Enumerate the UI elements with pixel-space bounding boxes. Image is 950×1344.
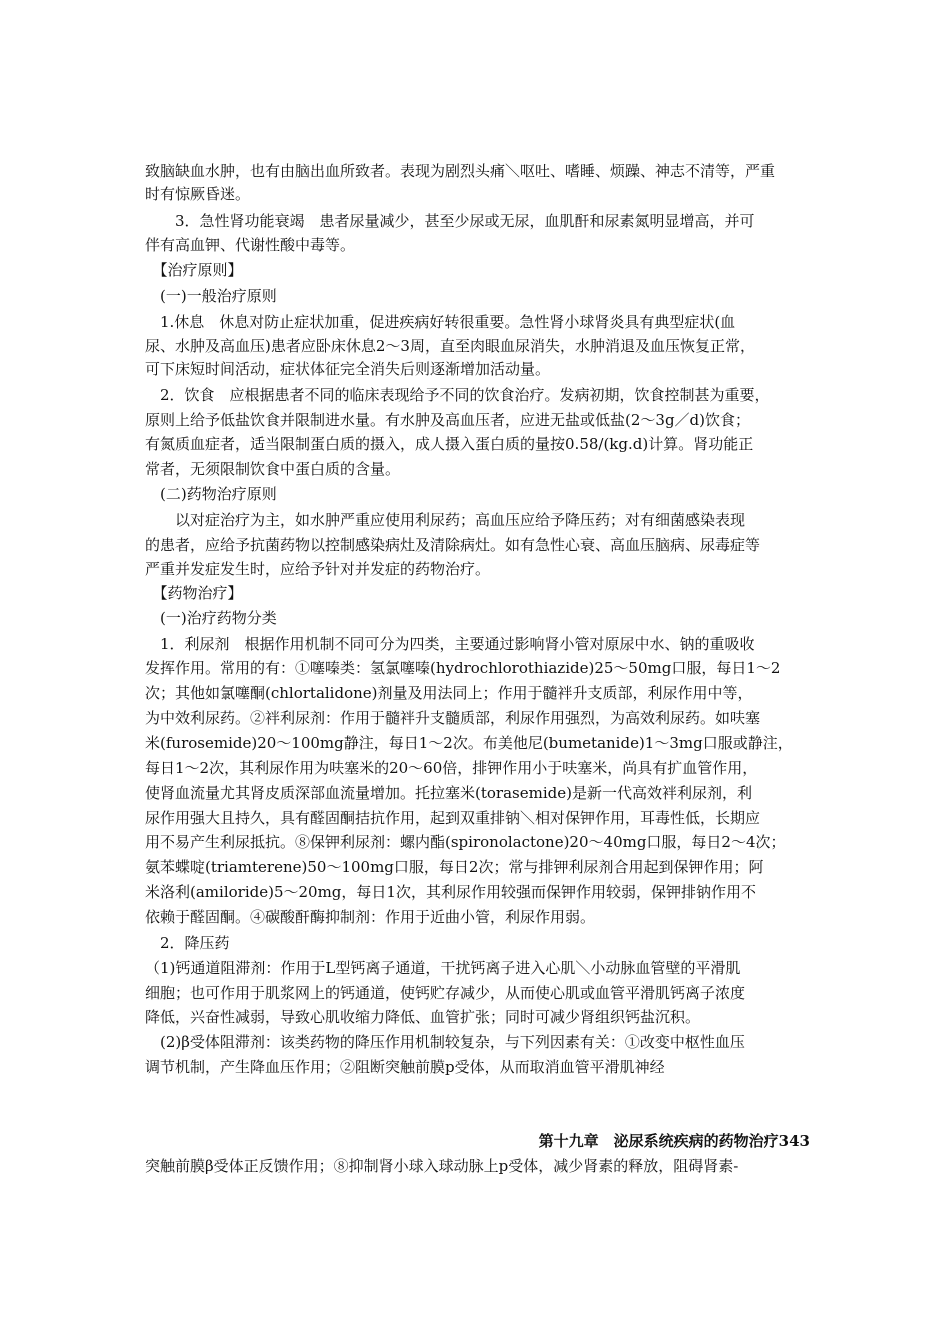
subsection-heading: (二)药物治疗原则 (145, 485, 277, 503)
text-line: 调节机制，产生降血压作用；②阻断突触前膜p受体，从而取消血管平滑肌神经 (145, 1058, 665, 1076)
subsection-heading: (一)一般治疗原则 (145, 287, 277, 305)
text-line: 有氮质血症者，适当限制蛋白质的摄入，成人摄入蛋白质的量按0.58/(kg.d)计算。肾功能正 (145, 435, 754, 453)
continued-text-line: 突触前膜β受体正反馈作用；⑧抑制肾小球入球动脉上p受体，减少肾素的释放，阻碍肾素- (145, 1157, 739, 1175)
text-line: 时有惊厥昏迷。 (145, 185, 251, 203)
text-line: 致脑缺血水肿，也有由脑出血所致者。表现为剧烈头痛＼呕吐、嗜睡、烦躁、神志不清等，严重 (145, 162, 776, 180)
text-line: (2)β受体阻滞剂：该类药物的降压作用机制较复杂，与下列因素有关：①改变中枢性血压 (145, 1033, 745, 1051)
text-line: 用不易产生利尿抵抗。⑧保钾利尿剂：螺内酯(spironolactone)20～40mg口服，每日2～4次； (145, 833, 786, 851)
text-line: 细胞；也可作用于肌浆网上的钙通道，使钙贮存减少，从而使心肌或血管平滑肌钙离子浓度 (145, 984, 746, 1002)
text-line: 米(furosemide)20～100mg静注，每日1～2次。布美他尼(bumetanide)1～3mg口服或静注， (145, 734, 793, 752)
text-line: 1.休息 休息对防止症状加重，促进疾病好转很重要。急性肾小球肾炎具有典型症状(血 (145, 313, 736, 331)
text-line: 原则上给予低盐饮食并限制进水量。有水肿及高血压者，应进无盐或低盐(2～3g／d)饮食； (145, 411, 750, 429)
text-line: 2．饮食 应根据患者不同的临床表现给予不同的饮食治疗。发病初期，饮食控制甚为重要， (145, 386, 770, 404)
text-line: 可下床短时间活动，症状体征完全消失后则逐渐增加活动量。 (145, 360, 551, 378)
text-line: 米洛利(amiloride)5～20mg，每日1次，其利尿作用较强而保钾作用较弱，保钾排钠作用不 (145, 883, 756, 901)
text-line: 依赖于醛固酮。④碳酸酐酶抑制剂：作用于近曲小管，利尿作用弱。 (145, 908, 596, 926)
text-line: （1)钙通道阻滞剂：作用于L型钙离子通道，干扰钙离子进入心肌＼小动脉血管壁的平滑肌 (145, 959, 741, 977)
text-line: 1．利尿剂 根据作用机制不同可分为四类，主要通过影响肾小管对原尿中水、钠的重吸收 (145, 635, 755, 653)
section-heading: 【治疗原则】 (145, 261, 243, 279)
text-line: 每日1～2次，其利尿作用为呋塞米的20～60倍，排钾作用小于呋塞米，尚具有扩血管作用， (145, 759, 758, 777)
text-line: 发挥作用。常用的有：①噻嗪类：氢氯噻嗪(hydrochlorothiazide)25～50mg口服，每日1～2 (145, 659, 781, 677)
subsection-heading: 2．降压药 (145, 934, 230, 952)
text-line: 严重并发症发生时，应给予针对并发症的药物治疗。 (145, 560, 491, 578)
text-line: 降低，兴奋性减弱，导致心肌收缩力降低、血管扩张；同时可减少肾组织钙盐沉积。 (145, 1008, 701, 1026)
text-line: 的患者，应给予抗菌药物以控制感染病灶及清除病灶。如有急性心衰、高血压脑病、尿毒症等 (145, 536, 761, 554)
text-line: 使肾血流量尤其肾皮质深部血流量增加。托拉塞米(torasemide)是新一代高效袢利尿剂，利 (145, 784, 752, 802)
subsection-heading: (一)治疗药物分类 (145, 609, 277, 627)
text-line: 尿作用强大且持久，具有醛固酮拮抗作用，起到双重排钠＼相对保钾作用，耳毒性低，长期应 (145, 809, 761, 827)
text-line: 为中效利尿药。②袢利尿剂：作用于髓袢升支髓质部，利尿作用强烈，为高效利尿药。如呋塞 (145, 709, 761, 727)
text-line: 氨苯蝶啶(triamterene)50～100mg口服，每日2次；常与排钾利尿剂合用起到保钾作用；阿 (145, 858, 764, 876)
text-line: 常者，无须限制饮食中蛋白质的含量。 (145, 460, 401, 478)
text-line: 以对症治疗为主，如水肿严重应使用利尿药；高血压应给予降压药；对有细菌感染表现 (145, 511, 746, 529)
text-line: 伴有高血钾、代谢性酸中毒等。 (145, 236, 356, 254)
chapter-footer: 第十九章 泌尿系统疾病的药物治疗343 (538, 1132, 810, 1150)
text-line: 尿、水肿及高血压)患者应卧床休息2～3周，直至肉眼血尿消失，水肿消退及血压恢复正常， (145, 337, 755, 355)
text-line: 3．急性肾功能衰竭 患者尿量减少，甚至少尿或无尿，血肌酐和尿素氮明显增高，并可 (145, 212, 755, 230)
section-heading: 【药物治疗】 (145, 584, 243, 602)
text-line: 次；其他如氯噻酮(chlortalidone)剂量及用法同上；作用于髓袢升支质部，利尿作用中等， (145, 684, 753, 702)
